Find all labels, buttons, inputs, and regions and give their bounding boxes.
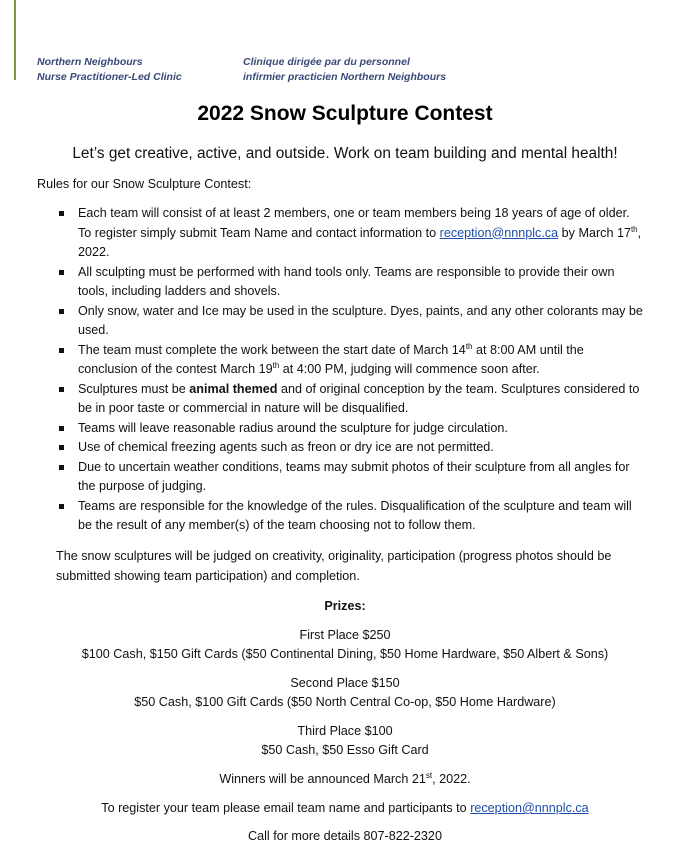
first-place-detail: $100 Cash, $150 Gift Cards ($50 Continental Dining, $50 Home Hardware, $50 Albert & Sons) bbox=[81, 647, 609, 661]
page-title: 2022 Snow Sculpture Contest bbox=[197, 102, 493, 125]
prizes-heading: Prizes: bbox=[324, 599, 366, 613]
third-place-detail: $50 Cash, $50 Esso Gift Card bbox=[261, 743, 429, 757]
rule-item bbox=[56, 438, 646, 458]
rule-1-text-c: , 2022. bbox=[78, 225, 642, 259]
rule-5-text-b: and of original conception by the team. Sculptures considered to be in poor taste or commercial in nature will be disqualified. bbox=[78, 381, 640, 415]
rule-1-text-b: by March 17 bbox=[558, 225, 631, 240]
call-details: Call for more details 807-822-2320 bbox=[248, 829, 442, 843]
clinic-name-english bbox=[37, 55, 182, 85]
rule-item bbox=[56, 204, 646, 263]
rule-item bbox=[56, 380, 646, 419]
rule-5-text: Sculptures must be bbox=[78, 381, 190, 396]
rule-item bbox=[56, 419, 646, 439]
rule-1-email-link[interactable]: reception@nnnplc.ca bbox=[439, 225, 559, 240]
third-place-title: Third Place $100 bbox=[297, 724, 393, 738]
rules-list bbox=[56, 204, 646, 536]
rule-item bbox=[56, 302, 646, 341]
rule-6-text: Teams will leave reasonable radius around the sculpture for judge circulation. bbox=[78, 420, 508, 435]
rule-3-text: Only snow, water and Ice may be used in the sculpture. Dyes, paints, and any other colorants may be used. bbox=[78, 303, 643, 337]
judging-criteria: The snow sculptures will be judged on creativity, originality, participation (progress photos should be submitted showing team participation) and completion. bbox=[56, 549, 612, 583]
rule-4-sup-1: th bbox=[465, 341, 473, 351]
rule-4-text-b: at 8:00 AM until the conclusion of the contest March 19 bbox=[78, 342, 584, 376]
rule-5-bold: animal themed bbox=[189, 381, 278, 396]
rule-2-text: All sculpting must be performed with hand tools only. Teams are responsible to provide their own tools, including ladders and shovels. bbox=[78, 264, 615, 298]
register-email-link[interactable]: reception@nnnplc.ca bbox=[470, 801, 589, 815]
clinic-name-fr-line2: infirmier practicien Northern Neighbours bbox=[243, 71, 447, 83]
rule-4-sup-2: th bbox=[272, 360, 280, 370]
winners-text: Winners will be announced March 21 bbox=[219, 772, 426, 786]
subtitle: Let’s get creative, active, and outside. Work on team building and mental health! bbox=[72, 145, 618, 162]
winners-sup: st bbox=[425, 770, 433, 780]
winners-text-b: , 2022. bbox=[432, 772, 471, 786]
register-line bbox=[0, 799, 690, 817]
rule-4-text: The team must complete the work between the start date of March 14 bbox=[78, 342, 466, 357]
clinic-name-french bbox=[243, 55, 446, 85]
rule-item bbox=[56, 341, 646, 380]
rule-1-text: Each team will consist of at least 2 members, one or team members being 18 years of age of older. To register simply submit Team Name and contact information to bbox=[78, 206, 630, 240]
winners-announcement bbox=[0, 770, 690, 788]
header-accent-line bbox=[14, 0, 16, 80]
rules-intro: Rules for our Snow Sculpture Contest: bbox=[37, 177, 252, 191]
rule-4-text-c: at 4:00 PM, judging will commence soon after. bbox=[279, 362, 540, 376]
clinic-name-en-line2: Nurse Practitioner-Led Clinic bbox=[37, 71, 182, 83]
register-text: To register your team please email team name and participants to bbox=[101, 801, 471, 815]
rule-1-sup: th bbox=[630, 224, 638, 234]
rule-item bbox=[56, 458, 646, 497]
rule-7-text: Use of chemical freezing agents such as freon or dry ice are not permitted. bbox=[78, 440, 494, 454]
rule-9-text: Teams are responsible for the knowledge of the rules. Disqualification of the sculpture and team will be the result of any member(s) of the team choosing not to follow them. bbox=[78, 498, 632, 532]
clinic-name-fr-line1: Clinique dirigée par du personnel bbox=[243, 56, 410, 68]
first-place-title: First Place $250 bbox=[299, 628, 391, 642]
clinic-name-en-line1: Northern Neighbours bbox=[37, 56, 143, 68]
rule-item bbox=[56, 263, 646, 302]
rule-8-text: Due to uncertain weather conditions, teams may submit photos of their sculpture from all angles for the purpose of judging. bbox=[78, 459, 630, 493]
rule-item bbox=[56, 497, 646, 536]
second-place-title: Second Place $150 bbox=[290, 676, 400, 690]
second-place-detail: $50 Cash, $100 Gift Cards ($50 North Central Co-op, $50 Home Hardware) bbox=[134, 695, 556, 709]
